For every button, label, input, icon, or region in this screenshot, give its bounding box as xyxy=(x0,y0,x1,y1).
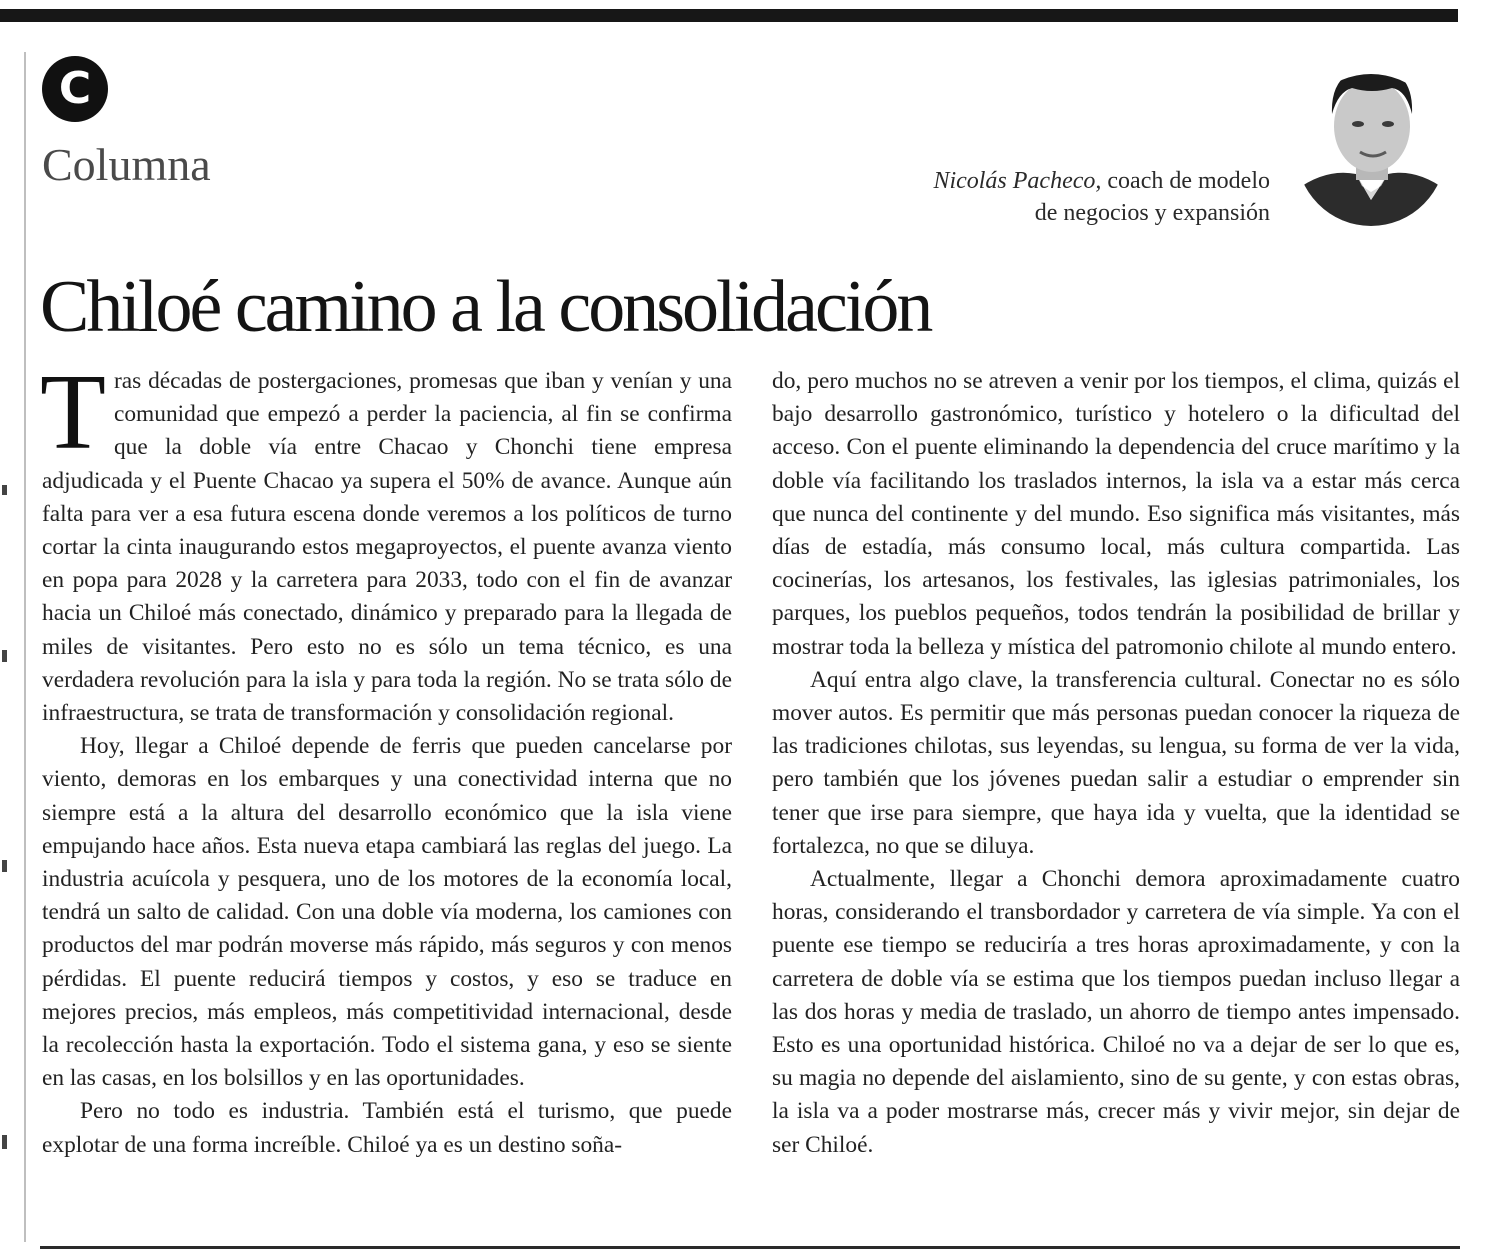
drop-cap: T xyxy=(40,353,106,472)
headline: Chiloé camino a la consolidación xyxy=(40,266,931,348)
paragraph xyxy=(40,353,732,730)
author-portrait-icon xyxy=(1296,50,1446,226)
paragraph: do, pero muchos no se atreven a venir por los tiempos, el clima, quizás el bajo desarrollo gastronómico, turístico y hotelero o la dificultad del acceso. Con el puente eliminando la dependencia del cruce marítimo y la doble vía facilitando los traslados internos, la isla va a estar más cerca que nunca del continente y del mundo. Eso significa más visitantes, más días de estadía, más consumo local, más cultura compartida. Las cocinerías, los artesanos, los festivales, las iglesias patrimoniales, los parques, los pueblos pequeños, todos tendrán la posibilidad de brillar y mostrar toda la belleza y mística del patromonio chilote al mundo entero. xyxy=(772,368,1460,660)
left-column-rule xyxy=(24,52,26,1242)
bottom-rule xyxy=(40,1246,1460,1249)
section-label: Columna xyxy=(42,139,211,190)
margin-mark xyxy=(2,485,7,495)
section-badge: C xyxy=(42,56,108,122)
author-role-line2: de negocios y expansión xyxy=(1034,200,1270,226)
author-name: Nicolás Pacheco, xyxy=(933,168,1102,194)
paragraph: Hoy, llegar a Chiloé depende de ferris que pueden cancelarse por viento, demoras en los embarques y una conectividad interna que no siempre está a la altura del desarrollo económico que la isla viene empujando hace años. Esta nueva etapa cambiará las reglas del juego. La industria acuícola y pesquera, uno de los motores de la economía local, tendrá un salto de calidad. Con una doble vía moderna, los camiones con productos del mar podrán moverse más rápido, más seguros y con menos pérdidas. El puente reducirá tiempos y costos, y eso se traduce en mejores precios, más empleos, más competitividad internacional, desde la recolección hasta la exportación. Todo el sistema gana, y eso se siente en las casas, en los bolsillos y en las oportunidades. xyxy=(42,733,732,1092)
byline xyxy=(933,165,1270,229)
paragraph: Pero no todo es industria. También está el turismo, que puede explotar de una forma increíble. Chiloé ya es un destino soña- xyxy=(42,1098,732,1158)
margin-mark xyxy=(2,860,7,872)
author-role-line1: coach de modelo xyxy=(1107,168,1270,194)
paragraph-text: ras décadas de postergaciones, promesas que iban y venían y una comunidad que empezó a perder la paciencia, al fin se confirma que la doble vía entre Chacao y Chonchi tiene empresa adjudicada y el Puente Chacao ya supera el 50% de avance. Aunque aún falta para ver a esa futura escena donde veremos a los políticos de turno cortar la cinta inaugurando estos megaproyectos, el puente avanza viento en popa para 2028 y la carretera para 2033, todo con el fin de avanzar hacia un Chiloé más conectado, dinámico y preparado para la llegada de miles de visitantes. Pero esto no es sólo un tema técnico, es una verdadera revolución para la isla y para toda la región. No se trata sólo de infraestructura, se trata de transformación y consolidación regional. xyxy=(42,368,732,727)
top-rule xyxy=(0,9,1458,22)
margin-mark xyxy=(2,650,7,662)
article-column-1 xyxy=(40,353,732,1162)
paragraph: Actualmente, llegar a Chonchi demora aproximadamente cuatro horas, considerando el transbordador y carretera de vía simple. Ya con el puente ese tiempo se reduciría a tres horas aproximadamente, y con la carretera de doble vía se estima que los tiempos puedan incluso llegar a las dos horas y media de traslado, un ahorro de tiempo antes impensado. Esto es una oportunidad histórica. Chiloé no va a dejar de ser lo que es, su magia no depende del aislamiento, sino de su gente, y con estas obras, la isla va a poder mostrarse más, crecer más y vivir mejor, sin dejar de ser Chiloé. xyxy=(772,866,1460,1158)
margin-mark xyxy=(2,1135,7,1149)
paragraph: Aquí entra algo clave, la transferencia cultural. Conectar no es sólo mover autos. Es permitir que más personas puedan conocer la riqueza de las tradiciones chilotas, sus leyendas, su lengua, su forma de ver la vida, pero también que los jóvenes puedan salir a estudiar o emprender sin tener que irse para siempre, que haya ida y vuelta, que la identidad se fortalezca, no que se diluya. xyxy=(772,666,1460,859)
article-column-2 xyxy=(772,365,1460,1162)
